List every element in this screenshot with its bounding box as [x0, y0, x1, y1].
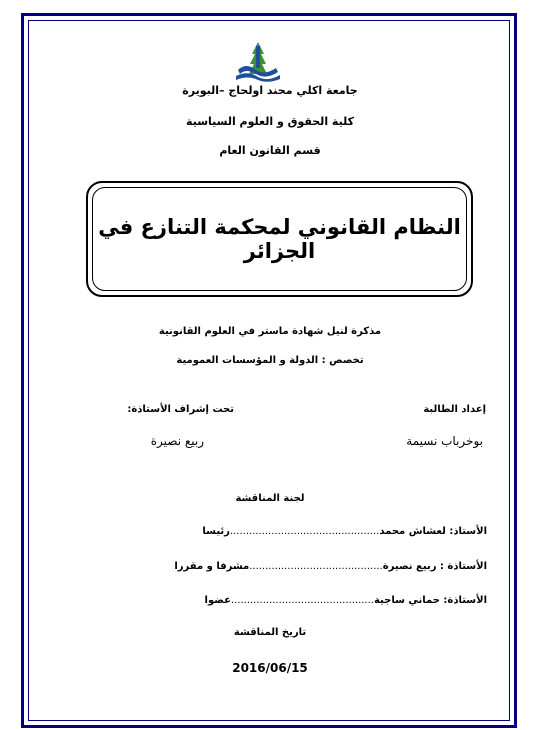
department-name: قسم القانون العام: [219, 144, 321, 157]
committee-member-role: مشرفا و مقررا: [174, 561, 250, 572]
student-label: إعداد الطالبة: [423, 404, 486, 415]
thesis-title: النظام القانوني لمحكمة التنازع في الجزائر: [98, 215, 461, 263]
dotted-leader: .............................................: [230, 595, 374, 606]
committee-member-name: الأستاذة: حماني ساجية: [373, 595, 487, 606]
committee-heading: لجنة المناقشة: [235, 493, 305, 504]
supervisor-label: تحت إشراف الأستاذة:: [127, 404, 234, 415]
committee-member-name: الأستاذ: لعشاش محمد: [379, 526, 487, 537]
memo-purpose: مذكرة لنيل شهادة ماستر في العلوم القانونية: [158, 326, 382, 337]
defense-date: 2016/06/15: [232, 661, 308, 675]
committee-member-row: [67, 526, 487, 537]
memo-specialty: تخصص : الدولة و المؤسسات العمومية: [176, 355, 364, 366]
committee-member-role: رئيسا: [202, 526, 230, 537]
dotted-leader: ...............................................: [229, 526, 380, 537]
supervisor-name: ربيع نصيرة: [150, 434, 204, 448]
faculty-name: كلية الحقوق و العلوم السياسية: [186, 115, 354, 128]
defense-date-label: تاريخ المناقشة: [233, 627, 307, 638]
title-box: [86, 181, 473, 297]
student-name: بوخرباب نسيمة: [406, 434, 483, 448]
dotted-leader: ..........................................: [249, 561, 383, 572]
committee-member-row: [67, 561, 487, 572]
committee-member-role: عضوا: [204, 595, 231, 606]
university-logo-icon: [232, 40, 284, 82]
university-name: جامعة اكلي محند اولحاج –البويرة: [182, 84, 358, 97]
committee-member-row: [67, 595, 487, 606]
committee-member-name: الأستاذة : ربيع نصيرة: [382, 561, 487, 572]
